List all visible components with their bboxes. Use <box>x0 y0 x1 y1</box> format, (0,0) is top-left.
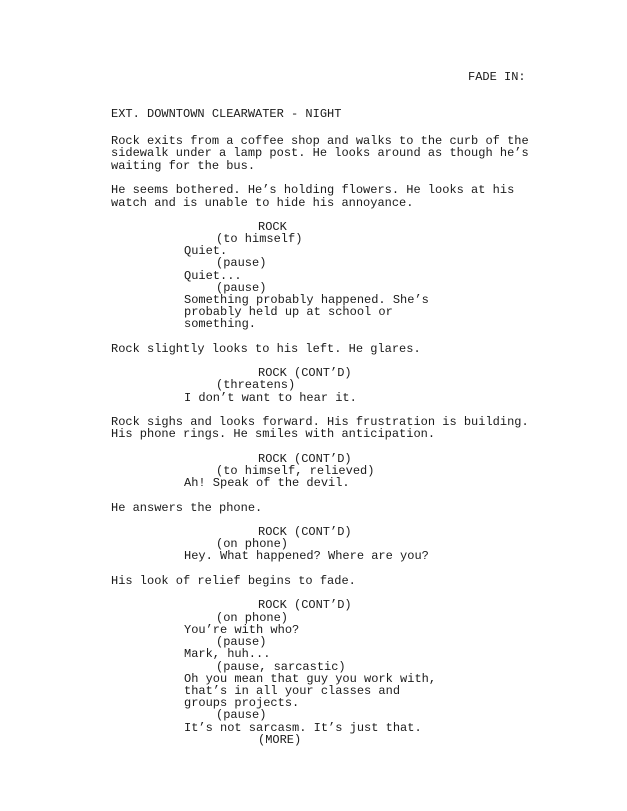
action-line: His phone rings. He smiles with anticipation. <box>111 427 436 441</box>
dialogue: Oh you mean that guy you work with, <box>184 672 437 686</box>
dialogue: Mark, huh... <box>184 647 271 661</box>
dialogue: that’s in all your classes and <box>184 684 401 698</box>
parenthetical: (on phone) <box>216 537 289 551</box>
dialogue: I don’t want to hear it. <box>184 391 357 405</box>
action-line: watch and is unable to hide his annoyance. <box>111 196 414 210</box>
parenthetical: (pause) <box>216 281 267 295</box>
parenthetical: (threatens) <box>216 378 296 392</box>
action-line: waiting for the bus. <box>111 159 256 173</box>
dialogue: Something probably happened. She’s <box>184 293 429 307</box>
dialogue: Hey. What happened? Where are you? <box>184 549 429 563</box>
dialogue: Quiet... <box>184 269 242 283</box>
parenthetical: (pause) <box>216 256 267 270</box>
character-name: ROCK (CONT’D) <box>258 525 352 539</box>
action-line: Rock slightly looks to his left. He glares. <box>111 342 421 356</box>
character-name: ROCK (CONT’D) <box>258 452 352 466</box>
character-name: ROCK (CONT’D) <box>258 366 352 380</box>
dialogue: It’s not sarcasm. It’s just that. <box>184 721 422 735</box>
dialogue: probably held up at school or <box>184 305 393 319</box>
action-line: His look of relief begins to fade. <box>111 574 356 588</box>
parenthetical: (pause, sarcastic) <box>216 660 346 674</box>
action-line: Rock sighs and looks forward. His frustration is building. <box>111 415 529 429</box>
more-marker: (MORE) <box>258 733 302 747</box>
action-line: He seems bothered. He’s holding flowers. He looks at his <box>111 183 515 197</box>
parenthetical: (to himself) <box>216 232 303 246</box>
dialogue: Quiet. <box>184 244 228 258</box>
action-line: Rock exits from a coffee shop and walks to the curb of the <box>111 134 529 148</box>
transition: FADE IN: <box>468 70 526 84</box>
action-line: sidewalk under a lamp post. He looks around as though he’s <box>111 146 529 160</box>
character-name: ROCK <box>258 220 287 234</box>
dialogue: groups projects. <box>184 696 300 710</box>
parenthetical: (on phone) <box>216 611 289 625</box>
parenthetical: (pause) <box>216 635 267 649</box>
scene-heading: EXT. DOWNTOWN CLEARWATER - NIGHT <box>111 107 342 121</box>
parenthetical: (pause) <box>216 708 267 722</box>
dialogue: You’re with who? <box>184 623 300 637</box>
character-name: ROCK (CONT’D) <box>258 598 352 612</box>
action-line: He answers the phone. <box>111 501 263 515</box>
dialogue: something. <box>184 317 257 331</box>
parenthetical: (to himself, relieved) <box>216 464 375 478</box>
dialogue: Ah! Speak of the devil. <box>184 476 350 490</box>
